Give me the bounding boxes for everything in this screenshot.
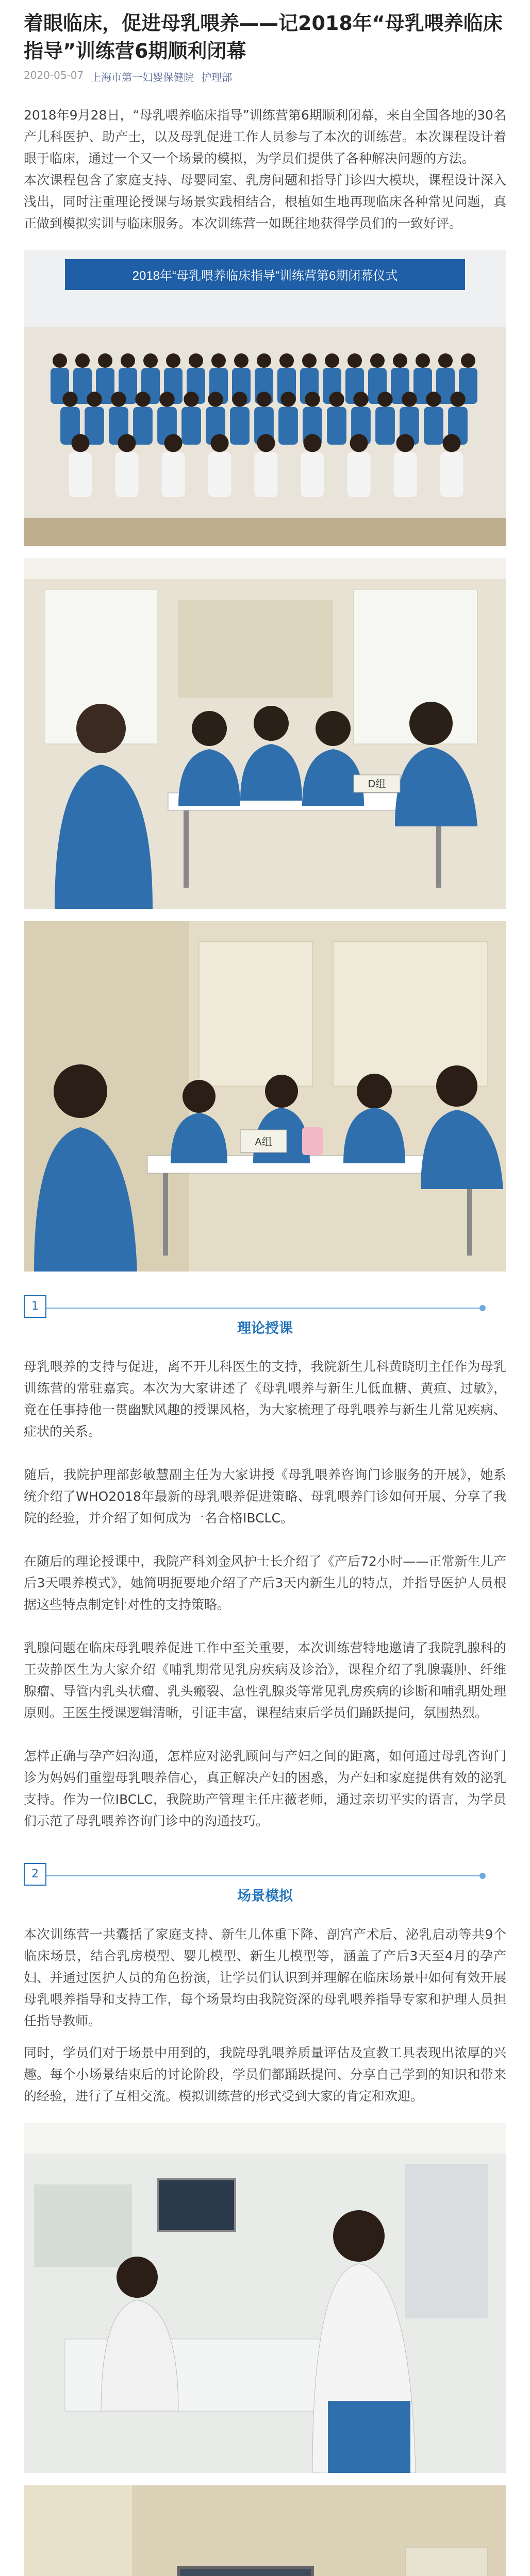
section-2-number: 2 <box>24 1863 46 1886</box>
person-head <box>305 392 320 406</box>
person-head <box>370 353 385 368</box>
section-2-header <box>24 1853 506 1909</box>
person-head <box>211 434 229 452</box>
person-head <box>143 353 158 368</box>
person-head <box>347 353 362 368</box>
person-body <box>301 452 324 498</box>
section-2-rule-end <box>479 1873 486 1879</box>
person-head <box>87 392 102 406</box>
person-body <box>230 407 250 445</box>
person-head <box>302 353 317 368</box>
person-head <box>450 392 465 406</box>
author-link[interactable]: 上海市第一妇婴保健院 <box>91 71 194 83</box>
person-head <box>184 392 198 406</box>
person-head <box>232 392 247 406</box>
simulation-photo-2-image <box>24 2485 506 2576</box>
simulation-photo-1-image <box>24 2123 506 2473</box>
person-head <box>211 353 226 368</box>
simulation-photo-1 <box>24 2123 506 2473</box>
person-head <box>396 434 415 452</box>
section-1-paragraph-5: 怎样正确与孕产妇沟通，怎样应对泌乳顾问与产妇之间的距离，如何通过母乳咨询门诊为妈妈们重塑母乳喂养信心，真正解决产妇的困惑，为产妇和家庭提供有效的泌乳支持。作为一位IBCLC，我院助产管理主任庄薇老师，通过亲切平实的语言，为学员们示范了母乳喂养咨询门诊中的沟通技巧。 <box>24 1749 506 1828</box>
section-2-heading: 场景模拟 <box>237 1888 293 1904</box>
publish-date: 2020-05-07 <box>24 69 84 81</box>
group-photo-image <box>24 250 506 546</box>
person-head <box>438 353 453 368</box>
person-head <box>208 392 223 406</box>
section-1-header <box>24 1285 506 1342</box>
section-1-number: 1 <box>24 1295 46 1318</box>
desk-sign-a: A组 <box>255 1137 272 1148</box>
person-head <box>353 392 368 406</box>
section-1-rule-end <box>479 1305 486 1311</box>
person-head <box>329 392 344 406</box>
section-2-paragraph-1: 本次训练营一共囊括了家庭支持、新生儿体重下降、剖宫产术后、泌乳启动等共9个临床场景，结合乳房模型、婴儿模型、新生儿模型等，涵盖了产后3天至4月的孕产妇、并通过医护人员的角色扮演，让学员们认识到并理解在临床场景中如何有效开展母乳喂养指导和支持工作，每个场景均由我院资深的母乳喂养指导专家和护理人员担任指导教师。 <box>24 1927 506 2028</box>
person-head <box>234 353 249 368</box>
person-head <box>279 353 294 368</box>
section-1-heading: 理论授课 <box>237 1320 293 1336</box>
person-body <box>424 407 443 445</box>
group-photo <box>24 250 506 546</box>
person-head <box>111 392 126 406</box>
person-head <box>135 392 150 406</box>
person-head <box>426 392 441 406</box>
person-body <box>440 452 463 498</box>
person-head <box>164 434 183 452</box>
person-body <box>162 452 185 498</box>
person-head <box>72 434 90 452</box>
person-head <box>75 353 90 368</box>
person-body <box>375 407 395 445</box>
person-body <box>133 407 153 445</box>
section-2-rule <box>44 1875 486 1876</box>
person-head <box>159 392 174 406</box>
person-head <box>98 353 112 368</box>
group-banner-text: 2018年“母乳喂养临床指导”训练营第6期闭幕仪式 <box>132 269 398 283</box>
article-meta <box>24 69 506 84</box>
person-body <box>69 452 92 498</box>
intro-paragraph-1: 2018年9月28日，“母乳喂养临床指导”训练营第6期顺利闭幕，来自全国各地的30名产儿科医护、助产士，以及母乳促进工作人员参与了本次的训练营。本次课程设计着眼于临床，通过一个又一个场景的模拟，为学员们提供了各种解决问题的方法。 <box>24 108 506 166</box>
section-1-paragraph-4: 乳腺问题在临床母乳喂养促进工作中至关重要，本次训练营特地邀请了我院乳腺科的王荧静医生为大家介绍《哺乳期常见乳房疾病及诊治》，课程介绍了乳腺囊肿、纤维腺瘤、导管内乳头状瘤、乳头瘢裂、急性乳腺炎等常见乳房疾病的诊断和哺乳期处理原则。王医生授课逻辑清晰，引证丰富，课程结束后学员们踊跃提问，氛围热烈。 <box>24 1640 506 1720</box>
person-body <box>327 407 346 445</box>
person-head <box>257 353 271 368</box>
simulation-photo-2 <box>24 2485 506 2576</box>
person-head <box>377 392 392 406</box>
person-head <box>189 353 203 368</box>
section-1-paragraph-3: 在随后的理论授课中，我院产科刘金风护士长介绍了《产后72小时——正常新生儿产后3天喂养模式》，她简明扼要地介绍了产后3天内新生儿的特点，并指导医护人员根据这些特点制定针对性的支持策略。 <box>24 1554 506 1612</box>
person-head <box>62 392 77 406</box>
person-head <box>121 353 135 368</box>
account-link[interactable]: 护理部 <box>201 71 233 83</box>
section-1-paragraph-1: 母乳喂养的支持与促进，离不开儿科医生的支持，我院新生儿科黄晓明主任作为母乳训练营的常驻嘉宾。本次为大家讲述了《母乳喂养与新生儿低血糖、黄疸、过敏》，竟在任事持他一贯幽默风趣的授课风格，为大家梳理了母乳喂养与新生儿常见疾病、症状的关系。 <box>24 1359 506 1439</box>
classroom-photo-1-image <box>24 558 506 909</box>
person-head <box>416 353 430 368</box>
classroom-photo-2 <box>24 921 506 1272</box>
person-body <box>347 452 371 498</box>
person-head <box>402 392 417 406</box>
person-head <box>443 434 461 452</box>
intro-paragraph-2: 本次课程包含了家庭支持、母婴同室、乳房问题和指导门诊四大模块，课程设计深入浅出，同时注重理论授课与场景实践相结合，根植如生地再现临床各种常见问题，真正做到模拟实训与临床服务。本次训练营一如既往地获得学员们的一致好评。 <box>24 173 506 231</box>
section-2-paragraph-2: 同时，学员们对于场景中用到的，我院母乳喂养质量评估及宣教工具表现出浓厚的兴趣。每个小场景结束后的讨论阶段，学员们都踊跃提问、分享自己学到的知识和带来的经验，进行了互相交流。模拟训练营的形式受到大家的肯定和欢迎。 <box>24 2045 506 2104</box>
classroom-photo-1 <box>24 558 506 909</box>
section-1-paragraph-2: 随后，我院护理部彭敏慧副主任为大家讲授《母乳喂养咨询门诊服务的开展》，她系统介绍了WHO2018年最新的母乳喂养促进策略、母乳喂养门诊如何开展、分享了我院的经验，并介绍了如何成为一名合格IBCLC。 <box>24 1467 506 1526</box>
person-head <box>53 353 67 368</box>
classroom-photo-2-image <box>24 921 506 1272</box>
person-body <box>208 452 231 498</box>
person-head <box>166 353 180 368</box>
person-head <box>256 392 271 406</box>
person-head <box>118 434 136 452</box>
person-head <box>393 353 407 368</box>
section-1-rule <box>44 1308 486 1309</box>
desk-sign-d: D组 <box>368 778 386 790</box>
person-body <box>255 452 278 498</box>
person-head <box>350 434 368 452</box>
person-head <box>257 434 275 452</box>
article-title: 着眼临床，促进母乳喂养——记2018年“母乳喂养临床指导”训练营6期顺利闭幕 <box>24 12 503 62</box>
person-body <box>181 407 201 445</box>
person-head <box>304 434 322 452</box>
person-head <box>280 392 295 406</box>
person-body <box>394 452 417 498</box>
person-body <box>115 452 139 498</box>
person-head <box>325 353 339 368</box>
person-body <box>278 407 298 445</box>
person-head <box>461 353 475 368</box>
